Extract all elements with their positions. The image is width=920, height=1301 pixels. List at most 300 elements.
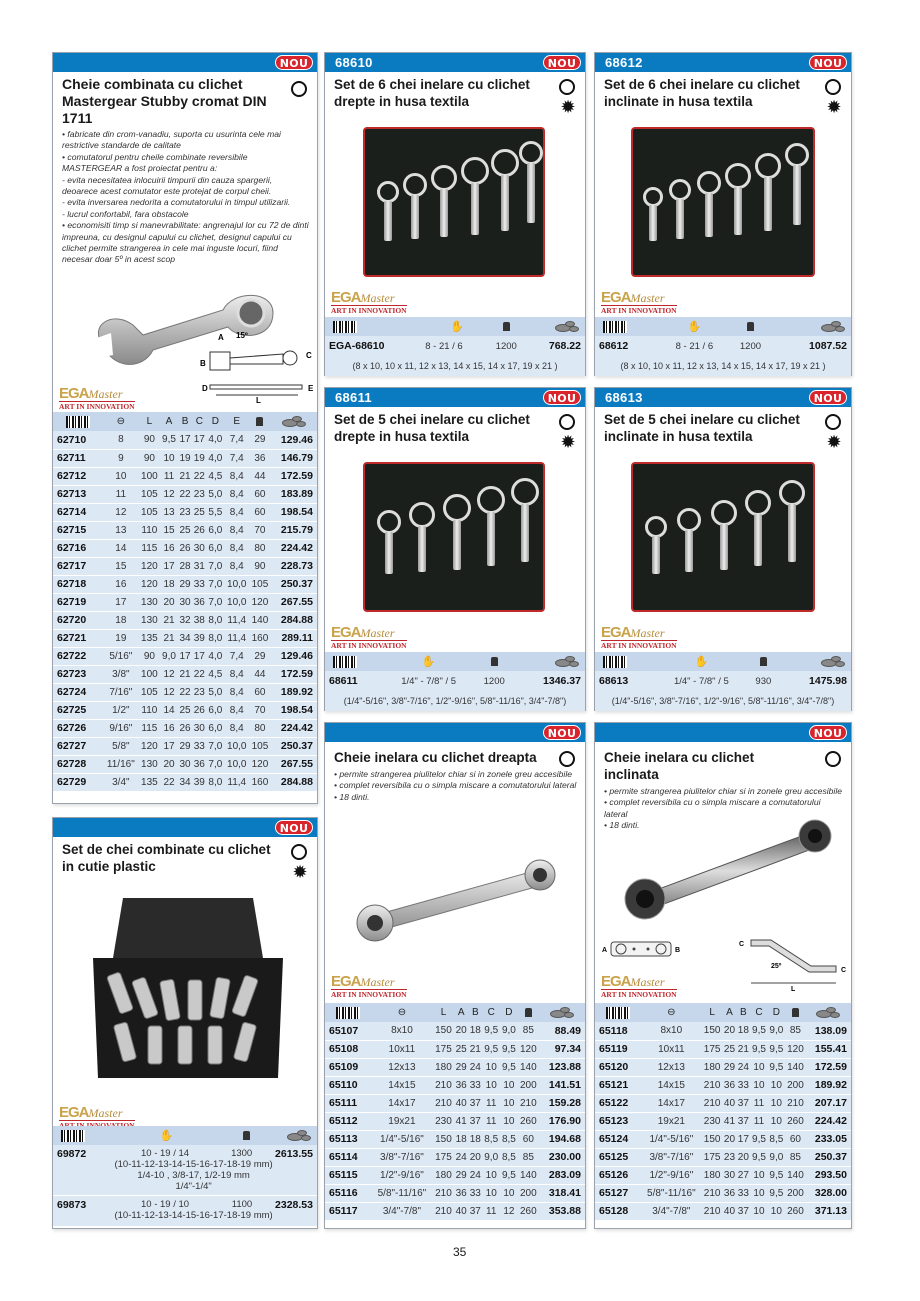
value-cell: 9,5 xyxy=(500,1040,518,1058)
value-cell: 1/4"-5/16" xyxy=(371,1130,433,1148)
value-cell: 17 xyxy=(103,593,139,611)
code-cell: 62719 xyxy=(53,593,103,611)
logo-brand: EGA xyxy=(331,973,361,990)
value-cell: 41 xyxy=(723,1112,737,1130)
ratchet-circle-icon xyxy=(825,751,841,767)
barcode-icon xyxy=(603,656,627,668)
value-cell: 15 xyxy=(103,557,139,575)
logo-tagline: ART IN INNOVATION xyxy=(331,990,407,999)
value-cell: 14x17 xyxy=(371,1094,433,1112)
value-cell: 8,5 xyxy=(768,1130,785,1148)
ratchet-circle-icon xyxy=(559,414,575,430)
ratchet-circle-icon xyxy=(291,81,307,97)
table-row xyxy=(53,575,317,593)
product-title: Set de 6 chei inelare cu clichet inclinate in husa textila xyxy=(604,77,800,109)
feature-symbols xyxy=(825,79,843,115)
wrench-set-pouch-image xyxy=(363,127,545,277)
value-cell: 28 xyxy=(178,557,192,575)
value-cell: 10,0 xyxy=(224,737,249,755)
value-cell: 85 xyxy=(518,1022,539,1040)
value-cell: 39 xyxy=(192,629,206,647)
value-cell: 9,5 xyxy=(750,1130,767,1148)
value-cell: 32 xyxy=(178,611,192,629)
value-cell: 135 xyxy=(139,629,160,647)
logo-script: Master xyxy=(88,1106,123,1120)
value-cell: 8,0 xyxy=(206,611,224,629)
gear-icon: ✹ xyxy=(826,432,842,452)
col-c: C xyxy=(192,412,206,431)
table-row xyxy=(595,336,851,356)
col-b: B xyxy=(736,1003,750,1022)
price-cell: 88.49 xyxy=(539,1022,585,1040)
value-cell: 38 xyxy=(192,611,206,629)
table-row xyxy=(325,1148,585,1166)
value-cell: 14 xyxy=(160,701,178,719)
value-cell: 210 xyxy=(518,1094,539,1112)
value-cell: 36 xyxy=(723,1076,737,1094)
value-cell: 11 xyxy=(482,1094,500,1112)
code-cell: 65107 xyxy=(325,1022,371,1040)
coins-icon xyxy=(821,321,845,332)
value-cell: 10 xyxy=(750,1184,767,1202)
bullet: • permite strangerea piulitelor chiar si in zonele greu accesibile xyxy=(604,786,843,796)
value-cell: 200 xyxy=(785,1076,806,1094)
spec-table xyxy=(325,317,585,376)
value-cell: 80 xyxy=(249,539,270,557)
range-cell xyxy=(113,1145,274,1196)
value-cell: 230 xyxy=(433,1112,454,1130)
table-row xyxy=(595,671,851,691)
price-cell: 1475.98 xyxy=(777,671,851,691)
code-cell: 65126 xyxy=(595,1166,641,1184)
spec-table xyxy=(595,652,851,711)
table-row xyxy=(595,1184,851,1202)
value-cell: 21 xyxy=(178,665,192,683)
product-card-68613 xyxy=(594,387,852,711)
price-cell: 172.59 xyxy=(271,665,317,683)
coins-icon xyxy=(821,656,845,667)
bullet: - lucrul confortabil, fara obstacole xyxy=(62,208,189,219)
new-badge: NOU xyxy=(543,725,581,740)
price-cell: 1346.37 xyxy=(512,671,585,691)
code-cell: 62725 xyxy=(53,701,103,719)
value-cell: 10,0 xyxy=(224,575,249,593)
table-row xyxy=(53,719,317,737)
value-cell: 210 xyxy=(433,1184,454,1202)
weight-icon xyxy=(747,322,754,331)
value-cell: 4,5 xyxy=(206,467,224,485)
spec-table xyxy=(325,652,585,711)
value-cell: 7,0 xyxy=(206,755,224,773)
value-cell: 9,5 xyxy=(750,1040,767,1058)
value-cell: 180 xyxy=(702,1166,723,1184)
value-cell: 10 xyxy=(768,1076,785,1094)
code-cell: 62720 xyxy=(53,611,103,629)
value-cell: 210 xyxy=(702,1094,723,1112)
value-cell: 34 xyxy=(178,629,192,647)
brand-logo xyxy=(601,291,677,315)
value-cell: 260 xyxy=(785,1202,806,1220)
gear-icon: ✹ xyxy=(826,97,842,117)
table-row xyxy=(325,1166,585,1184)
value-cell: 9,5 xyxy=(482,1040,500,1058)
col-size: ⊖ xyxy=(103,412,139,431)
value-cell: 33 xyxy=(192,737,206,755)
value-cell: 11 xyxy=(482,1202,500,1220)
value-cell: 16 xyxy=(160,719,178,737)
value-cell: 16 xyxy=(160,539,178,557)
brand-logo xyxy=(331,626,407,650)
value-cell: 7/16" xyxy=(103,683,139,701)
bullet: • economisiti timp si manevrabilitate: angrenajul lor cu 72 de dinti impreuna, cu designul capului cu clichet, designul capului cu clichet permite strangerea in cele mai inguste locuri, fiind necesar doar 5º in acest scop xyxy=(62,220,309,265)
price-cell: 189.92 xyxy=(271,683,317,701)
inclined-ring-wrench-image xyxy=(615,811,845,911)
code-cell: 62726 xyxy=(53,719,103,737)
logo-brand: EGA xyxy=(59,385,89,402)
code-cell: 65120 xyxy=(595,1058,641,1076)
weight-icon xyxy=(503,322,510,331)
value-cell: 210 xyxy=(433,1076,454,1094)
table-header xyxy=(325,652,585,671)
card-header-bar xyxy=(595,723,851,742)
brand-logo xyxy=(601,975,677,999)
price-cell: 97.34 xyxy=(539,1040,585,1058)
value-cell: 120 xyxy=(785,1040,806,1058)
code-cell: 62710 xyxy=(53,431,103,449)
new-badge: NOU xyxy=(543,390,581,405)
gear-icon: ✹ xyxy=(292,862,308,882)
price-cell: 189.92 xyxy=(806,1076,851,1094)
coins-icon xyxy=(555,656,579,667)
table-row xyxy=(595,1076,851,1094)
table-header xyxy=(325,1003,585,1022)
detail-line: 1/4"-1/4" xyxy=(175,1181,212,1192)
weight-icon xyxy=(792,1008,799,1017)
price-cell: 183.89 xyxy=(271,485,317,503)
logo-script: Master xyxy=(360,291,395,305)
range-cell: 1/4" - 7/8" / 5 xyxy=(381,671,476,691)
range-cell: 8 - 21 / 6 xyxy=(659,336,731,356)
value-cell: 105 xyxy=(139,683,160,701)
price-cell: 194.68 xyxy=(539,1130,585,1148)
value-cell: 8,4 xyxy=(224,719,249,737)
price-cell: 155.41 xyxy=(806,1040,851,1058)
svg-text:A: A xyxy=(602,947,608,954)
value-cell: 4,0 xyxy=(206,449,224,467)
value-cell: 40 xyxy=(454,1202,468,1220)
table-header xyxy=(595,1003,851,1022)
value-cell: 17 xyxy=(192,647,206,665)
value-cell: 24 xyxy=(454,1148,468,1166)
value-cell: 36 xyxy=(192,755,206,773)
table-header xyxy=(595,652,851,671)
wrench-dimension-diagram xyxy=(198,328,316,405)
code-cell: 65108 xyxy=(325,1040,371,1058)
price-cell: 198.54 xyxy=(271,503,317,521)
value-cell: 12 xyxy=(160,485,178,503)
value-cell: 180 xyxy=(433,1166,454,1184)
spec-table xyxy=(325,1003,585,1221)
code-cell: 65111 xyxy=(325,1094,371,1112)
feature-symbols xyxy=(825,751,843,771)
value-cell: 16 xyxy=(103,575,139,593)
value-cell: 29 xyxy=(249,431,270,449)
value-cell: 40 xyxy=(723,1202,737,1220)
table-row xyxy=(53,773,317,791)
value-cell: 19 xyxy=(192,449,206,467)
code-cell: 65127 xyxy=(595,1184,641,1202)
value-cell: 10 xyxy=(500,1094,518,1112)
product-title: Cheie combinata cu clichet Mastergear Stubby cromat DIN 1711 xyxy=(62,76,267,126)
value-cell: 17 xyxy=(160,557,178,575)
value-cell: 26 xyxy=(178,539,192,557)
weight-icon xyxy=(760,657,767,666)
value-cell: 90 xyxy=(139,449,160,467)
svg-text:E: E xyxy=(308,384,314,393)
svg-text:D: D xyxy=(202,384,208,393)
col-l: L xyxy=(702,1003,723,1022)
value-cell: 7,0 xyxy=(206,593,224,611)
logo-script: Master xyxy=(360,975,395,989)
value-cell: 20 xyxy=(736,1148,750,1166)
value-cell: 9,5 xyxy=(500,1058,518,1076)
value-cell: 20 xyxy=(723,1130,737,1148)
range-cell xyxy=(113,1196,274,1227)
table-row xyxy=(53,593,317,611)
table-header xyxy=(53,412,317,431)
sizes-note: (8 x 10, 10 x 11, 12 x 13, 14 x 15, 14 x 17, 19 x 21 ) xyxy=(325,356,585,376)
value-cell: 3/4"-7/8" xyxy=(641,1202,702,1220)
bullet: • fabricate din crom-vanadiu, suporta cu usurinta cele mai restrictive standarde de calitate xyxy=(62,129,281,151)
value-cell: 12 xyxy=(160,683,178,701)
detail-line: (10-11-12-13-14-15-16-17-18-19 mm) xyxy=(114,1159,273,1170)
svg-text:B: B xyxy=(200,359,206,368)
detail-line: (10-11-12-13-14-15-16-17-18-19 mm) xyxy=(114,1210,273,1221)
value-cell: 17 xyxy=(160,737,178,755)
code-cell: 62713 xyxy=(53,485,103,503)
value-cell: 36 xyxy=(723,1184,737,1202)
value-cell: 10x11 xyxy=(371,1040,433,1058)
table-header xyxy=(325,317,585,336)
value-cell: 10 xyxy=(750,1166,767,1184)
value-cell: 26 xyxy=(178,719,192,737)
spec-table xyxy=(53,1126,317,1226)
value-cell: 10 xyxy=(160,449,178,467)
value-cell: 90 xyxy=(249,557,270,575)
value-cell: 150 xyxy=(702,1022,723,1040)
value-cell: 9,5 xyxy=(768,1166,785,1184)
value-cell: 140 xyxy=(249,611,270,629)
bullet: • permite strangerea piulitelor chiar si in zonele greu accesibile xyxy=(334,769,573,779)
weight-value: 1100 xyxy=(231,1199,253,1210)
gear-icon: ✹ xyxy=(560,97,576,117)
code-cell: 62716 xyxy=(53,539,103,557)
value-cell: 175 xyxy=(433,1148,454,1166)
value-cell: 7,4 xyxy=(224,431,249,449)
value-cell: 31 xyxy=(192,557,206,575)
logo-brand: EGA xyxy=(601,624,631,641)
value-cell: 20 xyxy=(454,1022,468,1040)
card-header-bar xyxy=(595,53,851,72)
code-cell: 62715 xyxy=(53,521,103,539)
value-cell: 5/8"-11/16" xyxy=(371,1184,433,1202)
value-cell: 6,0 xyxy=(206,521,224,539)
svg-text:B: B xyxy=(675,947,681,954)
value-cell: 100 xyxy=(139,665,160,683)
value-cell: 9,0 xyxy=(500,1022,518,1040)
col-d: D xyxy=(768,1003,785,1022)
col-l: L xyxy=(139,412,160,431)
value-cell: 11/16" xyxy=(103,755,139,773)
hand-icon: ✋ xyxy=(687,321,702,333)
value-cell: 12 xyxy=(160,665,178,683)
card-header-bar xyxy=(325,388,585,407)
value-cell: 9,5 xyxy=(768,1040,785,1058)
weight-icon xyxy=(525,1008,532,1017)
value-cell: 70 xyxy=(249,521,270,539)
value-cell: 30 xyxy=(178,593,192,611)
value-cell: 11,4 xyxy=(224,773,249,791)
value-cell: 8x10 xyxy=(371,1022,433,1040)
value-cell: 30 xyxy=(192,719,206,737)
value-cell: 200 xyxy=(518,1184,539,1202)
bullet: • 18 dinti. xyxy=(604,820,640,831)
feature-symbols xyxy=(559,751,577,771)
value-cell: 140 xyxy=(518,1058,539,1076)
table-row xyxy=(53,431,317,449)
value-cell: 8,4 xyxy=(224,467,249,485)
value-cell: 7,0 xyxy=(206,737,224,755)
ratchet-circle-icon xyxy=(559,79,575,95)
hand-icon: ✋ xyxy=(449,321,464,333)
value-cell: 18 xyxy=(103,611,139,629)
value-cell: 85 xyxy=(518,1148,539,1166)
col-c: C xyxy=(750,1003,767,1022)
weight-icon xyxy=(256,417,263,426)
value-cell: 210 xyxy=(433,1094,454,1112)
value-cell: 22 xyxy=(178,683,192,701)
value-cell: 105 xyxy=(139,503,160,521)
card-header-bar xyxy=(53,818,317,837)
sizes-note: (1/4"-5/16", 3/8"-7/16", 1/2"-9/16", 5/8"-11/16", 3/4"-7/8") xyxy=(595,691,851,711)
table-row xyxy=(53,1145,317,1196)
value-cell: 24 xyxy=(468,1058,482,1076)
value-cell: 29 xyxy=(249,647,270,665)
value-cell: 12 xyxy=(500,1202,518,1220)
price-cell: 123.88 xyxy=(539,1058,585,1076)
value-cell: 30 xyxy=(723,1166,737,1184)
value-cell: 140 xyxy=(785,1166,806,1184)
price-cell: 233.05 xyxy=(806,1130,851,1148)
col-b: B xyxy=(468,1003,482,1022)
value-cell: 11 xyxy=(103,485,139,503)
table-row xyxy=(325,336,585,356)
value-cell: 11 xyxy=(750,1112,767,1130)
product-card-stubby-wrench xyxy=(52,52,318,804)
hand-icon: ✋ xyxy=(694,656,709,668)
value-cell: 30 xyxy=(192,539,206,557)
value-cell: 25 xyxy=(178,521,192,539)
col-d: D xyxy=(500,1003,518,1022)
value-cell: 10 xyxy=(750,1058,767,1076)
value-cell: 40 xyxy=(454,1094,468,1112)
table-row xyxy=(325,1130,585,1148)
value-cell: 3/8"-7/16" xyxy=(371,1148,433,1166)
table-row xyxy=(595,1094,851,1112)
value-cell: 33 xyxy=(468,1184,482,1202)
value-cell: 7,0 xyxy=(206,557,224,575)
feature-symbols xyxy=(559,79,577,115)
value-cell: 18 xyxy=(468,1130,482,1148)
code-cell: 62728 xyxy=(53,755,103,773)
price-cell: 159.28 xyxy=(539,1094,585,1112)
table-row xyxy=(53,521,317,539)
value-cell: 120 xyxy=(139,737,160,755)
value-cell: 9,5 xyxy=(500,1166,518,1184)
value-cell: 5,5 xyxy=(206,503,224,521)
code-cell: 65125 xyxy=(595,1148,641,1166)
col-a: A xyxy=(160,412,178,431)
table-row xyxy=(595,1130,851,1148)
price-cell: 371.13 xyxy=(806,1202,851,1220)
svg-text:C: C xyxy=(841,967,847,974)
barcode-icon xyxy=(66,416,90,428)
value-cell: 10 xyxy=(482,1076,500,1094)
table-row xyxy=(53,503,317,521)
value-cell: 140 xyxy=(518,1166,539,1184)
value-cell: 20 xyxy=(723,1022,737,1040)
price-cell: 129.46 xyxy=(271,647,317,665)
value-cell: 9,5 xyxy=(768,1184,785,1202)
value-cell: 19x21 xyxy=(371,1112,433,1130)
value-cell: 8,4 xyxy=(224,683,249,701)
product-card-straight-ring-wrench xyxy=(324,722,586,1229)
code-cell: 65110 xyxy=(325,1076,371,1094)
value-cell: 11 xyxy=(160,467,178,485)
value-cell: 24 xyxy=(468,1166,482,1184)
product-title: Set de 5 chei inelare cu clichet drepte in husa textila xyxy=(334,412,530,444)
value-cell: 150 xyxy=(702,1130,723,1148)
code-cell: 62721 xyxy=(53,629,103,647)
value-cell: 18 xyxy=(736,1022,750,1040)
price-cell: 207.17 xyxy=(806,1094,851,1112)
value-cell: 60 xyxy=(249,503,270,521)
value-cell: 9,5 xyxy=(768,1058,785,1076)
value-cell: 120 xyxy=(518,1040,539,1058)
coins-icon xyxy=(282,416,306,427)
value-cell: 23 xyxy=(192,683,206,701)
value-cell: 260 xyxy=(785,1112,806,1130)
value-cell: 180 xyxy=(702,1058,723,1076)
code-cell: 62722 xyxy=(53,647,103,665)
value-cell: 210 xyxy=(433,1202,454,1220)
price-cell: 768.22 xyxy=(524,336,585,356)
price-cell: 283.09 xyxy=(539,1166,585,1184)
value-cell: 8,5 xyxy=(500,1148,518,1166)
price-cell: 230.00 xyxy=(539,1148,585,1166)
value-cell: 110 xyxy=(139,701,160,719)
value-cell: 7,4 xyxy=(224,647,249,665)
code-cell: 68611 xyxy=(325,671,381,691)
value-cell: 15 xyxy=(160,521,178,539)
ratchet-circle-icon xyxy=(825,414,841,430)
price-cell: 146.79 xyxy=(271,449,317,467)
table-row xyxy=(325,1202,585,1220)
value-cell: 10 xyxy=(768,1112,785,1130)
value-cell: 37 xyxy=(736,1202,750,1220)
table-row xyxy=(595,1058,851,1076)
code-cell: 65116 xyxy=(325,1184,371,1202)
